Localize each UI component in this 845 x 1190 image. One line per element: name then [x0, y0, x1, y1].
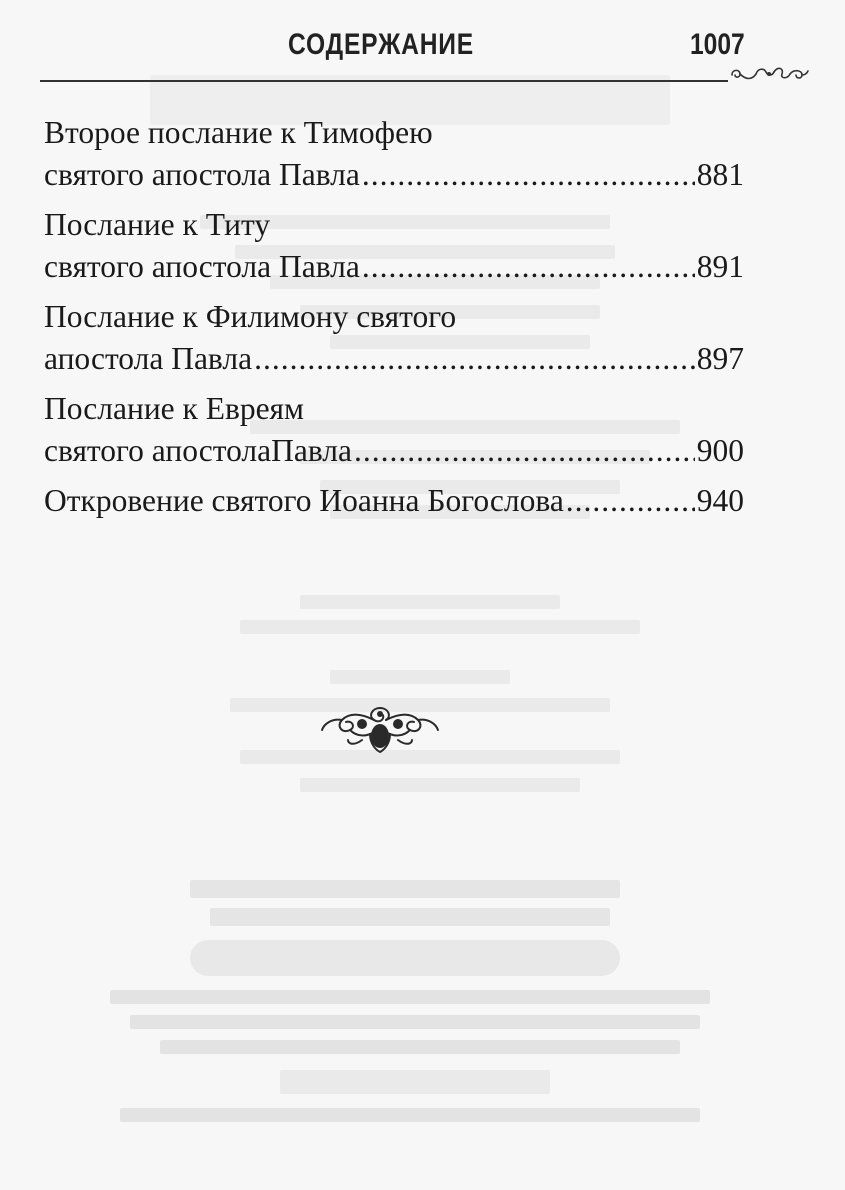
dot-leader: [254, 338, 695, 380]
dot-leader: [362, 246, 695, 288]
dot-leader: [362, 154, 695, 196]
toc-page-number: 900: [696, 433, 744, 468]
toc-entry[interactable]: [44, 388, 744, 472]
toc-page-number: 897: [696, 341, 744, 376]
toc-entry-title-line: Второе послание к Тимофею: [44, 115, 433, 150]
flourish-icon: [728, 64, 810, 84]
page-title: СОДЕРЖАНИЕ: [288, 28, 475, 61]
toc-page-number: 940: [696, 483, 744, 518]
dot-leader: [354, 430, 695, 472]
toc-entry[interactable]: [44, 112, 744, 196]
ornament-icon: [318, 700, 442, 758]
table-of-contents: [44, 112, 744, 530]
toc-entry[interactable]: [44, 296, 744, 380]
toc-entry-title-line: святого апостола Павла: [44, 157, 360, 192]
page-number: 1007: [690, 28, 745, 61]
toc-page-number: 891: [696, 249, 744, 284]
header-rule: [40, 80, 728, 82]
toc-entry-title-line: Послание к Титу: [44, 207, 271, 242]
toc-page-number: 881: [696, 157, 744, 192]
toc-entry-title-line: Послание к Филимону святого: [44, 299, 457, 334]
toc-entry[interactable]: [44, 204, 744, 288]
toc-entry-title-line: святого апостола Павла: [44, 249, 360, 284]
dot-leader: [566, 480, 695, 522]
toc-entry-title-line: Послание к Евреям: [44, 391, 304, 426]
toc-entry-title-line: святого апостолаПавла: [44, 433, 353, 468]
toc-entry[interactable]: [44, 480, 744, 522]
toc-entry-title-line: Откровение святого Иоанна Богослова: [44, 483, 564, 518]
toc-entry-title-line: апостола Павла: [44, 341, 253, 376]
